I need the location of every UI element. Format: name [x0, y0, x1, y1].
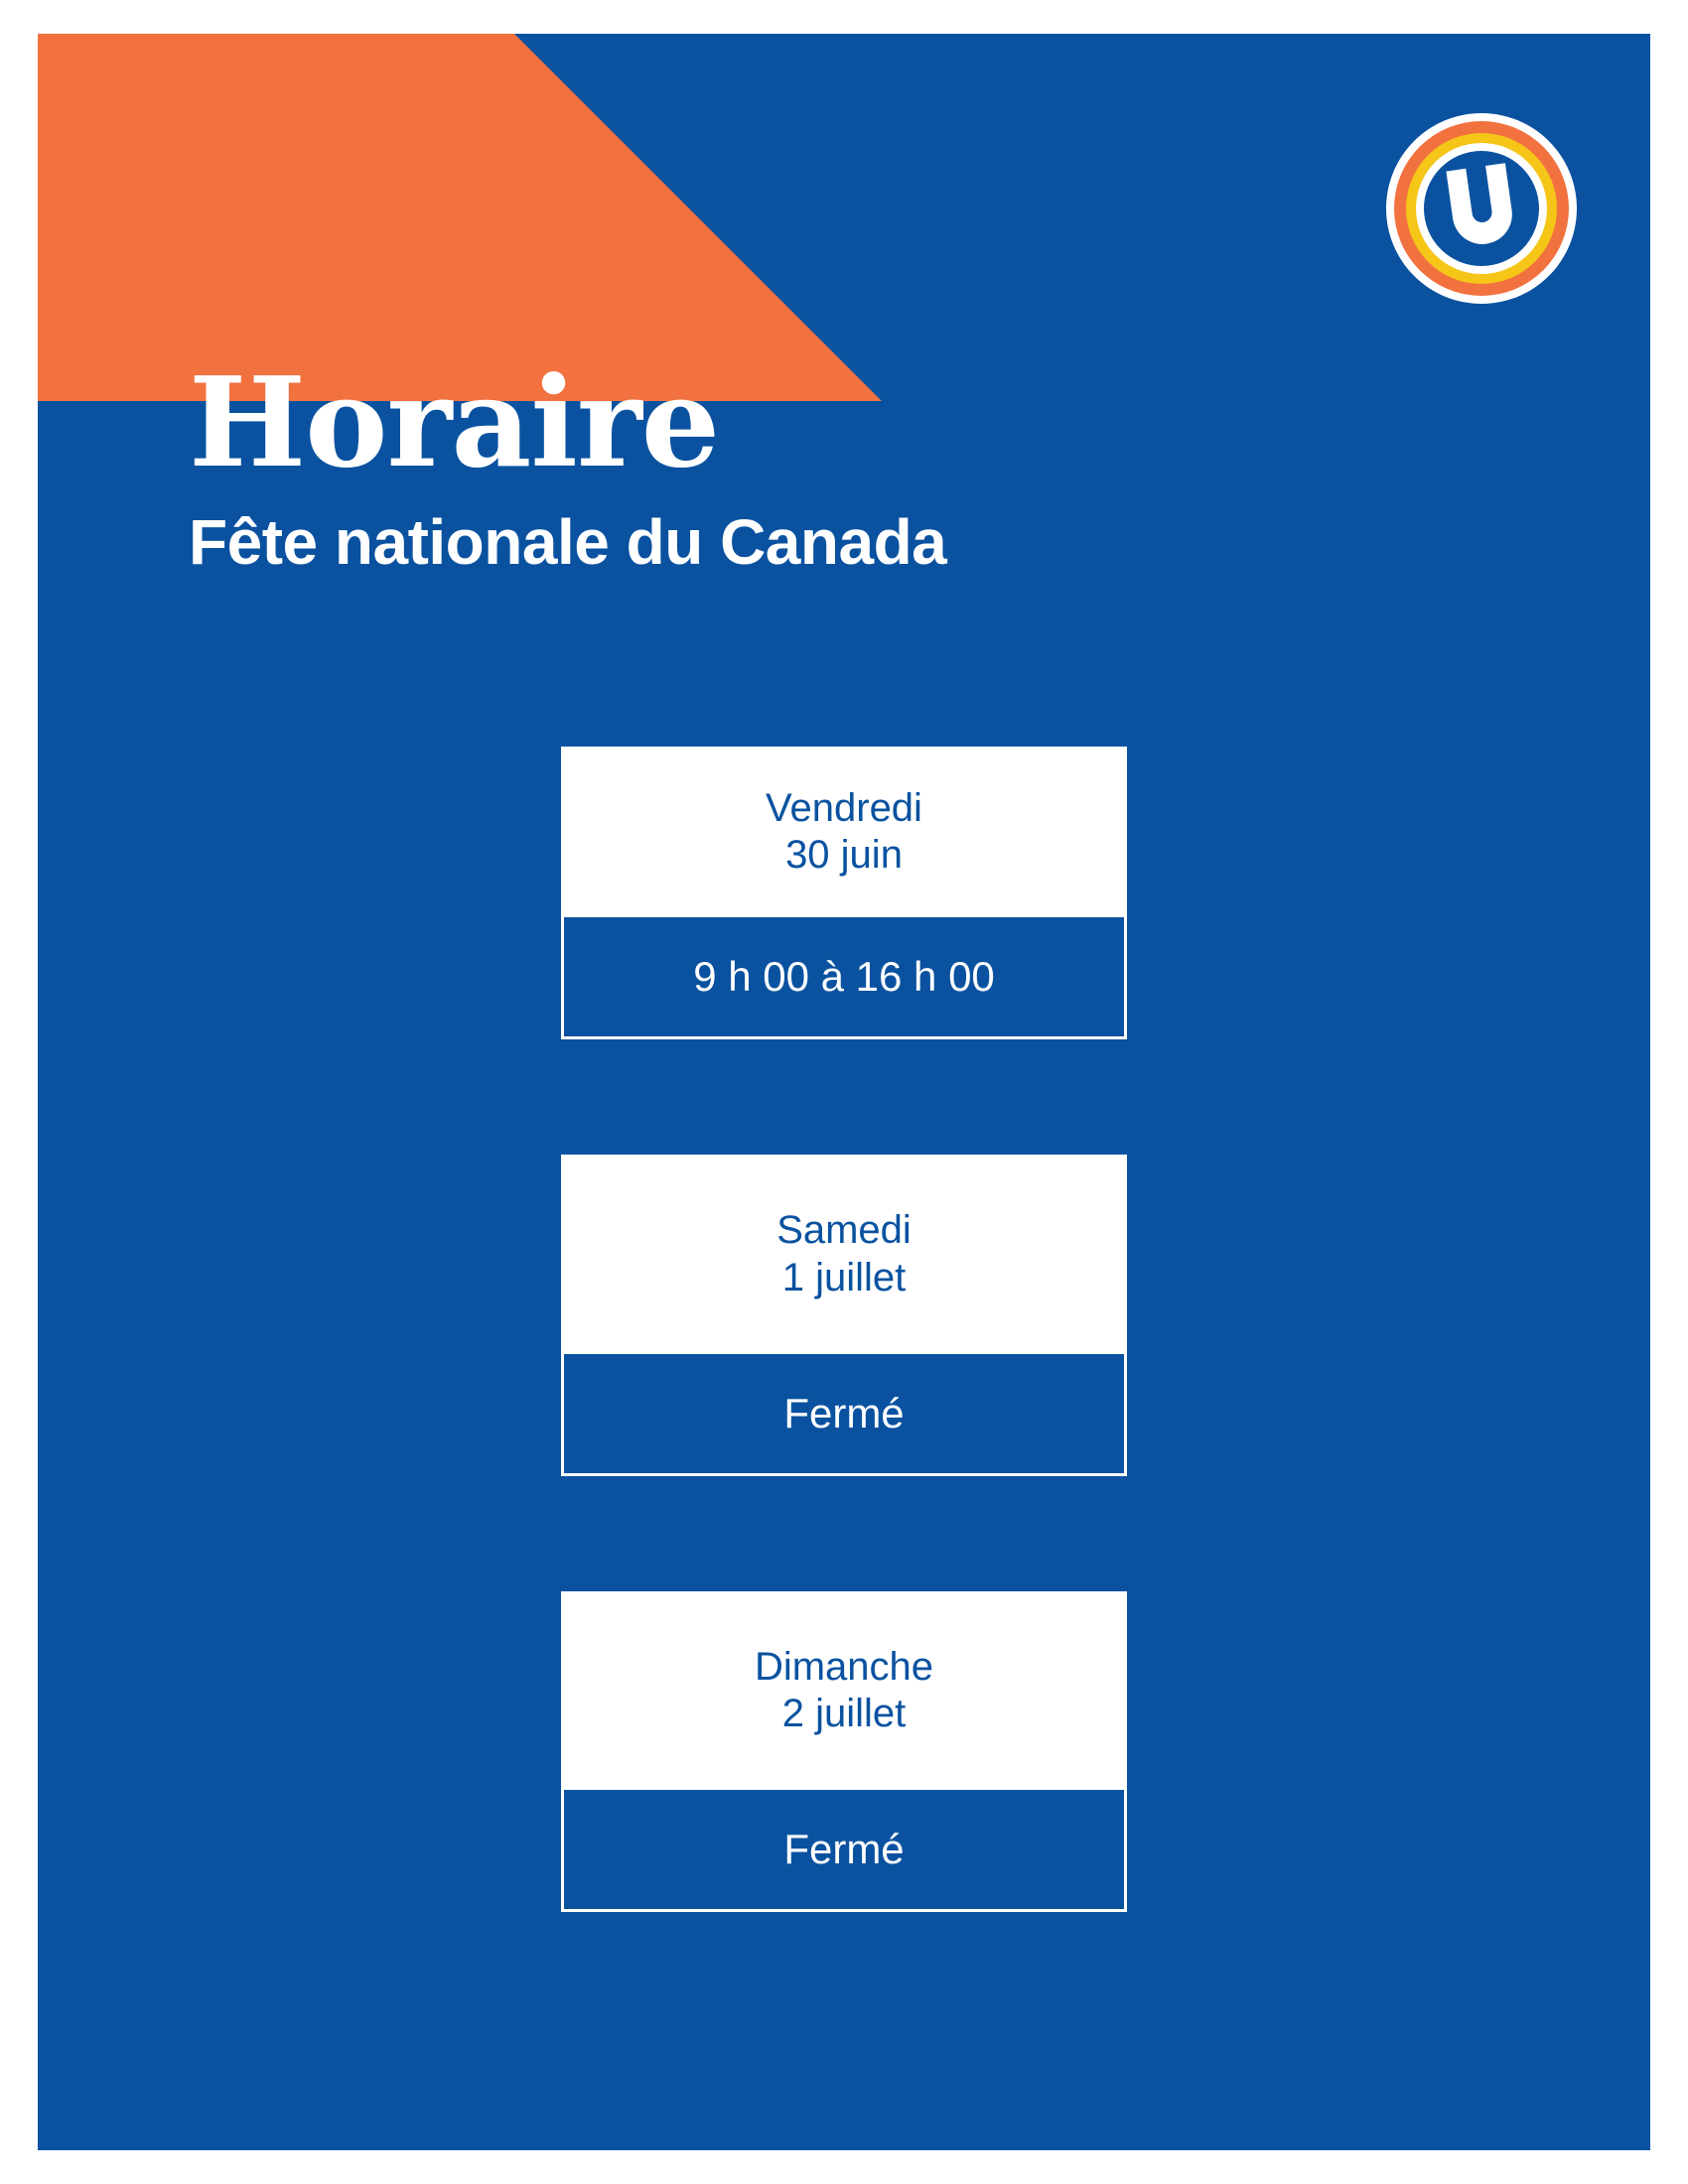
- schedule-hours: 9 h 00 à 16 h 00: [564, 914, 1124, 1036]
- schedule-day: Dimanche: [754, 1644, 934, 1689]
- schedule-card: [561, 747, 1127, 1039]
- schedule-card-header: [564, 750, 1124, 914]
- universite-laval-u-logo-icon: [1382, 109, 1581, 308]
- poster: [38, 34, 1650, 2150]
- schedule-card: [561, 1591, 1127, 1912]
- schedule-hours: Fermé: [564, 1351, 1124, 1473]
- schedule-day: Vendredi: [766, 786, 922, 830]
- schedule-card-header: [564, 1158, 1124, 1350]
- schedule-card: [561, 1155, 1127, 1475]
- schedule-hours: Fermé: [564, 1787, 1124, 1909]
- page-title: Horaire: [189, 350, 720, 495]
- schedule-day: Samedi: [776, 1208, 912, 1253]
- schedule-date: 30 juin: [785, 833, 903, 878]
- page-subtitle: Fête nationale du Canada: [189, 506, 947, 578]
- schedule-date: 2 juillet: [781, 1691, 907, 1735]
- schedule-date: 1 juillet: [781, 1255, 907, 1299]
- schedule-list: [38, 747, 1650, 1912]
- title-block: [189, 350, 1380, 578]
- schedule-card-header: [564, 1594, 1124, 1787]
